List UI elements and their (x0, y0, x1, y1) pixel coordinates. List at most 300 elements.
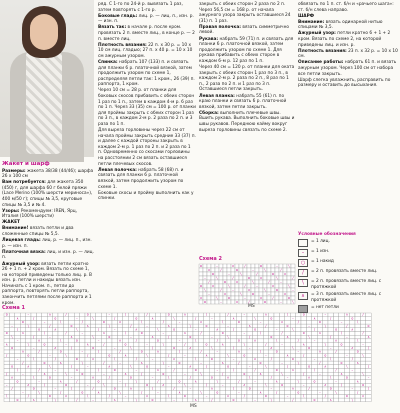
scheme1-cell (279, 324, 284, 328)
scheme1-cell (150, 339, 155, 343)
scheme1-symbol: – (211, 334, 213, 339)
scheme1-cell (150, 320, 155, 324)
scheme1-cell (225, 339, 230, 343)
scheme1-cell (344, 383, 349, 387)
col4-text: петли кратно 6 + 1 + 2 кром. Вязать по схеме 2, на которой приведены лиц. и изн. р. (298, 31, 391, 48)
scheme1-symbol: ∧ (221, 342, 224, 347)
col3-paragraph (199, 2, 295, 24)
scheme1-symbol: / (65, 331, 67, 336)
scheme1-symbol: \ (168, 394, 170, 399)
scheme1-symbol: o (108, 353, 111, 358)
scheme1-symbol: ∧ (367, 334, 370, 339)
scheme1-cell (312, 350, 317, 354)
scheme1-cell (344, 398, 349, 402)
scheme1-cell (4, 320, 9, 324)
scheme1-symbol: \ (357, 338, 359, 343)
scheme1-symbol: / (200, 349, 202, 354)
scheme1-symbol: o (302, 331, 305, 336)
scheme1-cell (166, 343, 171, 347)
scheme1-symbol: \ (173, 316, 175, 321)
scheme1-cell (306, 398, 311, 402)
scheme1-cell (258, 339, 263, 343)
scheme1-cell (20, 335, 25, 339)
scheme1-cell (182, 346, 187, 350)
scheme1-cell (107, 398, 112, 402)
scheme1-symbol: / (346, 323, 348, 328)
scheme1-cell (247, 328, 252, 332)
scheme1-cell (252, 343, 257, 347)
scheme1-symbol: o (183, 394, 186, 399)
scheme1-symbol: ∧ (340, 371, 343, 376)
scheme1-cell (31, 339, 36, 343)
scheme1-cell (96, 394, 101, 398)
scheme1-cell (231, 320, 236, 324)
scheme1-symbol: \ (135, 397, 137, 402)
scheme2-symbol: – (244, 296, 246, 300)
scheme1-cell (58, 332, 63, 336)
scheme1-cell (69, 339, 74, 343)
scheme1-symbol: ∧ (259, 371, 262, 376)
scheme1-symbol: ∧ (172, 357, 176, 362)
scheme1-symbol: – (70, 375, 73, 380)
scheme1-cell (285, 380, 290, 384)
scheme1-symbol: ∧ (48, 312, 52, 317)
scheme1-cell (360, 376, 365, 380)
scheme2-symbol: ∧ (259, 296, 263, 300)
scheme1-cell (9, 354, 14, 358)
scheme1-cell (344, 339, 349, 343)
scheme1-cell (204, 335, 209, 339)
scheme1-symbol: ∧ (194, 397, 197, 402)
col3-heading: Сборка: (199, 110, 219, 116)
scheme1-symbol: \ (60, 320, 62, 325)
scheme1-symbol: \ (200, 371, 202, 376)
scheme1-cell (85, 335, 90, 339)
scheme1-symbol: – (367, 375, 370, 380)
scheme2-symbol: o (287, 296, 291, 300)
scheme1-cell (134, 343, 139, 347)
scheme1-cell (333, 343, 338, 347)
scheme2-cell (267, 296, 271, 300)
scheme1-symbol: o (178, 379, 181, 384)
scheme1-cell (236, 398, 241, 402)
col4-paragraph (298, 2, 398, 13)
scheme1-cell (171, 376, 176, 380)
scheme1-cell (306, 328, 311, 332)
scheme1-cell (42, 335, 47, 339)
scheme1-cell (63, 376, 68, 380)
scheme1-symbol: ∧ (27, 364, 30, 369)
scheme2-symbol: – (232, 288, 234, 292)
scheme1-cell (134, 387, 139, 391)
scheme1-cell (242, 387, 247, 391)
scheme1-cell (193, 332, 198, 336)
scheme1-cell (101, 354, 106, 358)
scheme1-symbol: – (286, 394, 289, 399)
scheme1-symbol: \ (87, 394, 89, 399)
scheme1-cell (9, 398, 14, 402)
scheme2-symbol: / (268, 280, 270, 284)
scheme1-cell (4, 398, 9, 402)
scheme1-cell (296, 398, 301, 402)
legend-text: = нет петли (311, 305, 339, 311)
scheme1-symbol: \ (92, 316, 94, 321)
col1-paragraph (2, 169, 94, 180)
col2-text: Через 10 см = 28 р. от планки для боковых скосов прибавить с обеих сторон 1 раз по 1 п., затем в каждом 4-м р. 6 раз по 1 п. Через 33 (35) см = 100 р. от планки для проймы закрыть с обеих сторон 1 раз по 3 п., в каждом 2-м р. 2 раза по 2 п. и 3 раза по 1 п. (98, 88, 196, 127)
scheme1-cell (101, 350, 106, 354)
scheme1-symbol: – (254, 397, 256, 402)
scheme1-symbol: – (97, 338, 100, 343)
scheme1-cell (198, 383, 203, 387)
text-column-2 (98, 2, 196, 260)
scheme1-symbol: o (291, 357, 294, 362)
scheme1-cell (274, 357, 279, 361)
scheme1-symbol: ∧ (21, 349, 25, 354)
scheme1-symbol: \ (27, 342, 29, 347)
scheme1-cell (296, 324, 301, 328)
scheme1-cell (112, 376, 117, 380)
scheme2-cell (263, 276, 267, 280)
scheme1-symbol: ∧ (124, 371, 127, 376)
scheme1-cell (258, 324, 263, 328)
scheme1-symbol: \ (227, 334, 229, 339)
scheme1-symbol: – (335, 379, 337, 384)
scheme1-cell (47, 328, 52, 332)
scheme1-cell (161, 376, 166, 380)
scheme1-symbol: – (216, 349, 219, 354)
scheme1-cell (209, 339, 214, 343)
scheme2-symbol: \ (204, 288, 206, 292)
scheme1-cell (236, 383, 241, 387)
scheme1-cell (198, 339, 203, 343)
scheme2-cell (271, 300, 275, 304)
scheme1-cell (252, 387, 257, 391)
scheme1-symbol: o (345, 394, 348, 399)
scheme1-cell (177, 324, 182, 328)
scheme1-cell (96, 372, 101, 376)
scheme1-cell (101, 376, 106, 380)
scheme1-cell (69, 317, 74, 321)
scheme2-cell (247, 264, 251, 268)
scheme1-symbol: ∧ (59, 360, 62, 365)
scheme1-cell (63, 387, 68, 391)
scheme1-cell (209, 328, 214, 332)
scheme1-cell (107, 387, 112, 391)
scheme2-cell (243, 268, 247, 272)
scheme2-symbol: / (280, 268, 282, 272)
scheme1-cell (117, 365, 122, 369)
scheme1-title: Схема 1 (2, 305, 25, 311)
scheme1-symbol: / (38, 349, 40, 354)
scheme1-cell (279, 391, 284, 395)
scheme1-cell (344, 343, 349, 347)
scheme2-cell (263, 280, 267, 284)
scheme1-cell (155, 313, 160, 317)
scheme1-symbol: o (227, 364, 230, 369)
scheme1-cell (225, 343, 230, 347)
scheme1-cell (112, 350, 117, 354)
scheme1-cell (263, 398, 268, 402)
scheme1-cell (344, 328, 349, 332)
scheme1-symbol: \ (76, 327, 78, 332)
scheme1-symbol: / (362, 312, 364, 317)
scheme1-symbol: – (351, 386, 354, 391)
scheme1-symbol: ∧ (324, 364, 327, 369)
scheme1-cell (161, 398, 166, 402)
scheme1-cell (252, 372, 257, 376)
scheme1-symbol: / (168, 353, 170, 358)
scheme1-cell (20, 365, 25, 369)
scheme1-symbol: o (140, 331, 143, 336)
scheme1-symbol: / (205, 364, 208, 369)
scheme1-cell (247, 354, 252, 358)
scheme2-symbol: o (259, 264, 263, 268)
scheme2-cell (235, 292, 239, 296)
scheme1-symbol: – (286, 375, 289, 380)
scheme1-cell (117, 328, 122, 332)
scheme1-cell (182, 335, 187, 339)
scheme1-cell (85, 398, 90, 402)
scheme1-cell (279, 350, 284, 354)
scheme1-symbol: ∧ (43, 371, 46, 376)
scheme1-symbol: ∧ (124, 353, 127, 358)
scheme1-cell (366, 350, 371, 354)
scheme1-symbol: – (329, 346, 332, 350)
col2-text: набрать 107 (133) п. и связать для планки 6 р. платочной вязкой, затем продолжить узором по схеме 1, распределяя петли так: 1 кром., 26 (39) п. раппорта, 1 кром. (98, 59, 195, 88)
scheme1-cell (166, 328, 171, 332)
scheme1-symbol: \ (60, 338, 62, 343)
scheme1-symbol: – (211, 316, 213, 321)
scheme1-cell (9, 313, 14, 317)
scheme1-symbol: \ (33, 357, 35, 362)
col4-paragraph (298, 14, 398, 20)
scheme2-cell (235, 288, 239, 292)
scheme1-symbol: o (313, 397, 316, 402)
legend-text: = 2 п. провязать вместе лиц. с протяжкой (311, 279, 382, 290)
scheme1-cell (204, 346, 209, 350)
scheme2-title: Схема 2 (199, 256, 222, 262)
scheme1-symbol: / (157, 379, 159, 384)
scheme2-symbol: \ (240, 272, 242, 276)
scheme2-cell (203, 292, 207, 296)
scheme1-cell (269, 339, 274, 343)
scheme1-cell (58, 354, 63, 358)
scheme1-cell (328, 365, 333, 369)
scheme1-cell (80, 324, 85, 328)
scheme1-symbol: / (232, 327, 235, 332)
col4-heading: Плотность вязания: (298, 48, 347, 54)
scheme1-cell (42, 354, 47, 358)
scheme1-cell (96, 354, 101, 358)
scheme1-cell (101, 398, 106, 402)
scheme1-cell (47, 383, 52, 387)
scheme1-cell (53, 380, 58, 384)
scheme1-cell (128, 328, 133, 332)
scheme1-symbol: – (324, 312, 327, 317)
col2-paragraph (98, 14, 196, 25)
scheme1-cell (166, 339, 171, 343)
scheme1-cell (279, 387, 284, 391)
scheme1-cell (128, 394, 133, 398)
scheme2-cell (279, 292, 283, 296)
scheme1-symbol: o (5, 331, 8, 336)
scheme1-cell (317, 376, 322, 380)
scheme1-symbol: – (189, 386, 192, 391)
scheme1-symbol: – (38, 379, 40, 384)
scheme1-symbol: – (205, 394, 208, 399)
scheme1-cell (274, 383, 279, 387)
scheme1-symbol: / (54, 357, 56, 362)
scheme1-cell (366, 354, 371, 358)
scheme1-symbol: \ (281, 371, 283, 376)
scheme1-symbol: o (210, 375, 213, 380)
scheme1-symbol: / (270, 375, 272, 380)
scheme1-cell (301, 320, 306, 324)
col2-heading: Вязать так: (98, 25, 127, 31)
scheme1-cell (20, 394, 25, 398)
scheme1-cell (312, 383, 317, 387)
scheme1-symbol: / (335, 349, 337, 354)
col3-paragraph (199, 65, 295, 93)
scheme1-cell (128, 350, 133, 354)
scheme1-symbol: \ (33, 375, 35, 380)
scheme1-cell (161, 335, 166, 339)
scheme1-symbol: ∧ (54, 327, 57, 332)
scheme1-symbol: / (330, 316, 332, 321)
scheme1-cell (36, 343, 41, 347)
scheme1-symbol: o (140, 349, 143, 354)
scheme2-cell (259, 268, 263, 272)
scheme1-symbol: \ (362, 353, 364, 358)
scheme2-symbol: \ (276, 276, 278, 280)
scheme2-cell (231, 296, 235, 300)
scheme1-cell (4, 376, 9, 380)
scheme1-cell (9, 339, 14, 343)
scheme1-cell (328, 328, 333, 332)
scheme1-cell (193, 372, 198, 376)
scheme1-cell (188, 398, 193, 402)
scheme1-cell (20, 398, 25, 402)
scheme2-cell (207, 272, 211, 276)
scheme1-cell (355, 332, 360, 336)
article-title: Жакет и шарф (2, 161, 50, 167)
scheme1-cell (171, 332, 176, 336)
scheme1-cell (247, 313, 252, 317)
scheme1-cell (350, 339, 355, 343)
scheme1-symbol: \ (130, 364, 132, 369)
scheme2-cell (275, 268, 279, 272)
scheme2-symbol: \ (264, 288, 266, 292)
scheme1-symbol: / (108, 375, 110, 380)
scheme1-cell (193, 350, 198, 354)
scheme1-cell (58, 343, 63, 347)
scheme1-cell (290, 376, 295, 380)
scheme2-symbol: ∧ (235, 280, 239, 284)
scheme1-symbol: o (38, 327, 41, 332)
scheme1-symbol: – (248, 346, 251, 350)
scheme1-symbol: ∧ (86, 323, 89, 328)
col3-heading: Левая планка: (199, 93, 235, 99)
scheme1-cell (85, 369, 90, 373)
scheme1-cell (85, 376, 90, 380)
col2-paragraph (98, 128, 196, 167)
scheme1-symbol: / (33, 316, 35, 321)
model-photo (0, 0, 94, 157)
scheme1-cell (301, 365, 306, 369)
scheme1-symbol: \ (200, 390, 202, 395)
scheme1-cell (112, 339, 117, 343)
scheme1-cell (117, 369, 122, 373)
scheme2-cell (255, 264, 259, 268)
scheme1-cell (258, 354, 263, 358)
scheme2-cell (259, 300, 263, 304)
scheme1-symbol: ∧ (54, 346, 57, 350)
scheme1-cell (188, 328, 193, 332)
scheme1-symbol: \ (270, 397, 272, 402)
scheme2-symbol: ∧ (235, 300, 239, 304)
scheme1-symbol: ∧ (167, 323, 170, 328)
scheme2-cell (255, 300, 259, 304)
scheme1-cell (9, 350, 14, 354)
scheme1-cell (36, 372, 41, 376)
scheme1-symbol: – (178, 338, 181, 343)
scheme2-symbol: o (263, 300, 267, 304)
scheme1-cell (90, 324, 95, 328)
scheme1-cell (360, 365, 365, 369)
scheme2-symbol: / (244, 264, 246, 268)
col4-heading: Внимание: (298, 19, 325, 25)
scheme1-cell (107, 343, 112, 347)
photo-face (30, 14, 58, 50)
scheme1-cell (85, 387, 90, 391)
scheme1-cell (198, 394, 203, 398)
scheme1-cell (209, 369, 214, 373)
scheme1-cell (47, 317, 52, 321)
col3-text: набрать 55 (61) п. по краю планки и связать 6 р. платочной вязкой, затем петли закрыть. (199, 93, 287, 110)
scheme1-cell (150, 380, 155, 384)
scheme1-cell (323, 346, 328, 350)
scheme1-cell (204, 372, 209, 376)
scheme2-symbol: ∧ (207, 268, 211, 272)
scheme1-cell (247, 398, 252, 402)
scheme1-cell (360, 361, 365, 365)
scheme1-cell (317, 365, 322, 369)
scheme1-cell (15, 361, 20, 365)
scheme1-cell (36, 383, 41, 387)
scheme1-cell (80, 383, 85, 387)
scheme2-symbol: \ (216, 276, 218, 280)
scheme1-cell (123, 365, 128, 369)
scheme2-symbol: o (247, 276, 251, 280)
scheme1-symbol: o (27, 353, 30, 358)
scheme1-cell (350, 391, 355, 395)
scheme2-symbol: o (227, 296, 231, 300)
scheme1-cell (144, 398, 149, 402)
scheme2-cell (227, 288, 231, 292)
scheme1-cell (236, 313, 241, 317)
scheme1-cell (4, 357, 9, 361)
scheme1-cell (231, 391, 236, 395)
scheme1-cell (198, 365, 203, 369)
scheme1-cell (53, 320, 58, 324)
scheme1-cell (263, 357, 268, 361)
scheme1-cell (90, 361, 95, 365)
scheme1-symbol: / (135, 357, 137, 362)
scheme1-cell (258, 394, 263, 398)
scheme1-cell (312, 320, 317, 324)
scheme1-cell (134, 391, 139, 395)
scheme1-cell (258, 365, 263, 369)
